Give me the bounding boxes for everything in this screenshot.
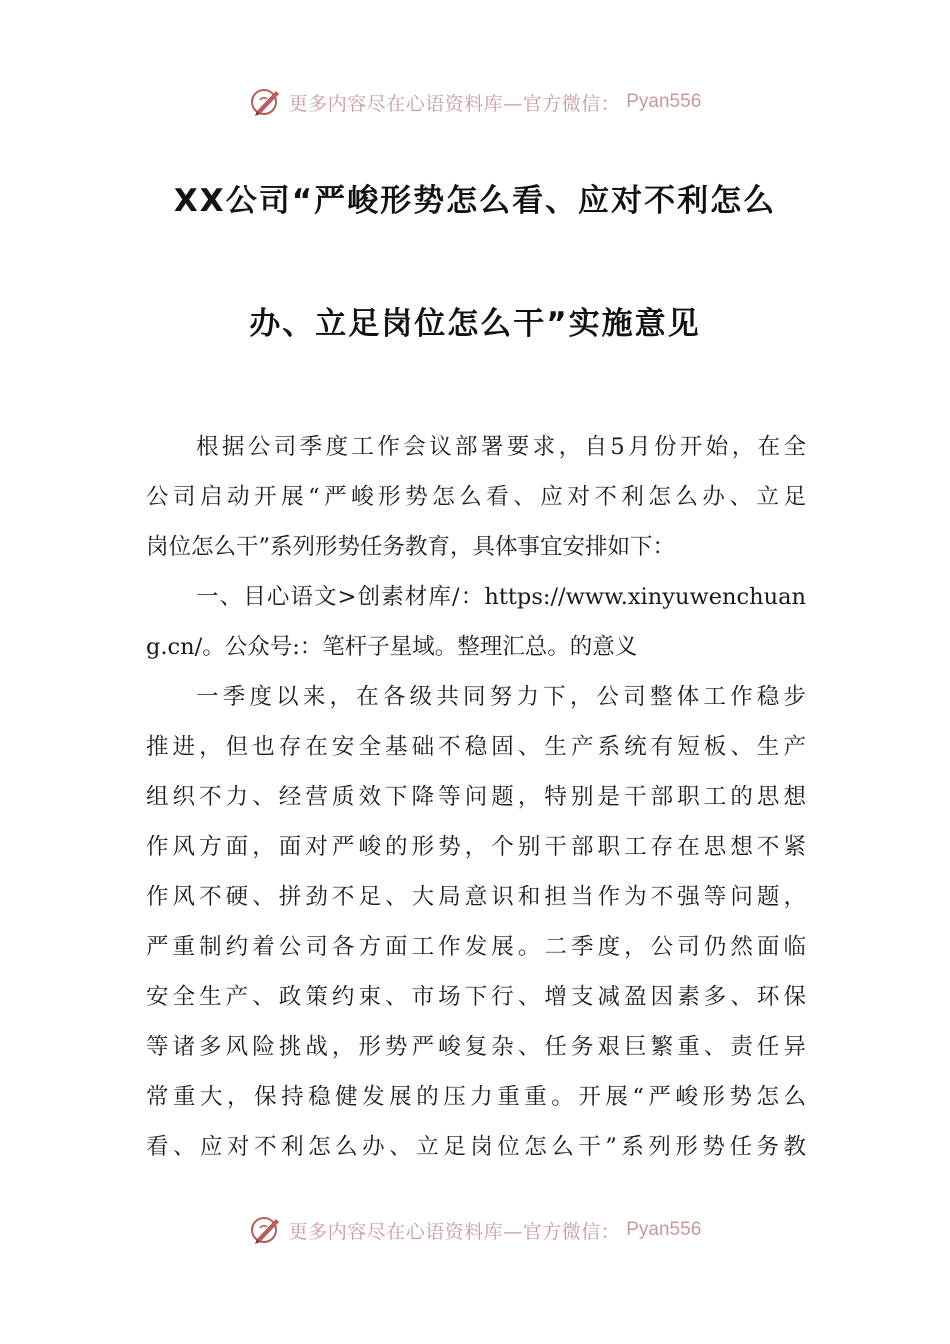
body-line-8: 组织不力、经营质效下降等问题，特别是干部职工的思想 — [146, 784, 806, 810]
document-title-line-2: 办、立足岗位怎么干”实施意见 — [249, 306, 701, 342]
body-line-2: 公司启动开展“严峻形势怎么看、应对不利怎么办、立足 — [146, 484, 806, 510]
body-line-9: 作风方面，面对严峻的形势，个别干部职工存在思想不紧 — [146, 834, 806, 860]
body-line-3: 岗位怎么干”系列形势任务教育，具体事宜安排如下： — [146, 534, 676, 560]
body-line-13: 等诸多风险挑战，形势严峻复杂、任务艰巨繁重、责任异 — [146, 1034, 806, 1060]
body-line-11: 严重制约着公司各方面工作发展。二季度，公司仍然面临 — [146, 934, 806, 960]
body-line-1: 根据公司季度工作会议部署要求，自5月份开始，在全 — [196, 434, 806, 460]
banner-text: 更多内容尽在心语资料库—官方微信： — [288, 1220, 621, 1243]
banner-wechat-id: Pyan556 — [626, 1219, 702, 1240]
body-line-5: g.cn/。公众号:：笔杆子星域。整理汇总。的意义 — [146, 634, 638, 660]
body-line-14: 常重大，保持稳健发展的压力重重。开展“严峻形势怎么 — [146, 1084, 806, 1110]
pen-logo-icon — [249, 1213, 283, 1247]
header-watermark-banner — [0, 82, 950, 122]
footer-watermark-banner — [0, 1210, 950, 1250]
document-title-line-1: XX公司“严峻形势怎么看、应对不利怎么 — [173, 183, 777, 219]
body-line-6: 一季度以来，在各级共同努力下，公司整体工作稳步 — [196, 684, 806, 710]
banner-text: 更多内容尽在心语资料库—官方微信： — [288, 92, 621, 115]
body-line-4: 一、目心语文>创素材库/：https://www.xinyuwenchuan — [196, 584, 806, 610]
body-line-15: 看、应对不利怎么办、立足岗位怎么干”系列形势任务教 — [146, 1134, 806, 1160]
body-line-7: 推进，但也存在安全基础不稳固、生产系统有短板、生产 — [146, 734, 806, 760]
body-line-10: 作风不硬、拼劲不足、大局意识和担当作为不强等问题， — [146, 884, 806, 910]
body-line-12: 安全生产、政策约束、市场下行、增支减盈因素多、环保 — [146, 984, 806, 1010]
pen-logo-icon — [249, 85, 283, 119]
banner-wechat-id: Pyan556 — [626, 91, 702, 112]
